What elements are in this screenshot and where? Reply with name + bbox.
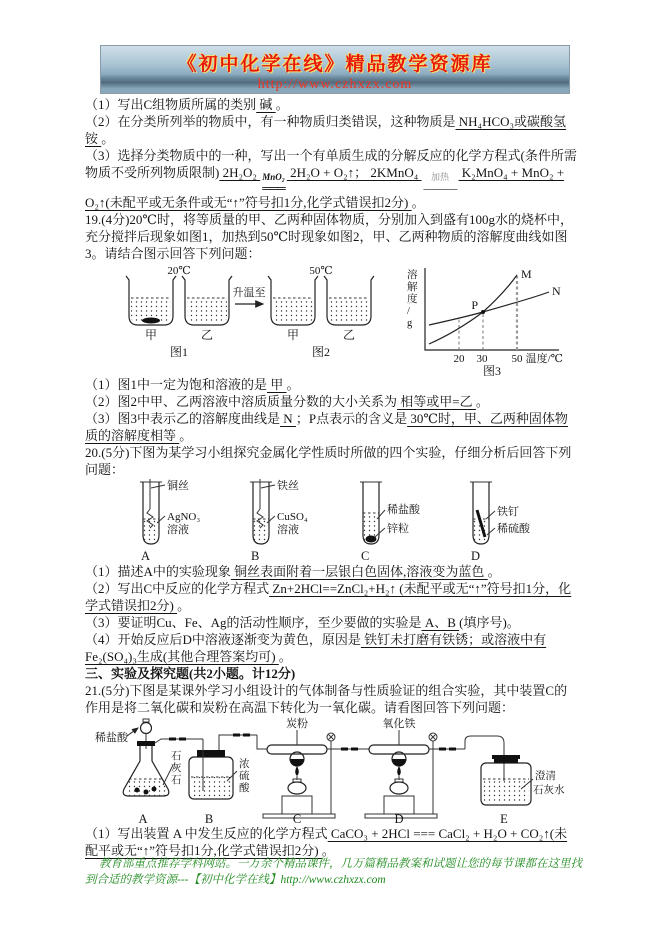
text-run: （1）图1中一定为饱和溶液的是: [85, 377, 268, 392]
text-run: 。: [475, 394, 489, 409]
answer-blank: Zn+2HCl==ZnCl₂+H₂↑ (未配平或无“↑”符号扣1分，化学式错误扣2分): [85, 581, 572, 613]
tube-b-wire-label: 铁丝: [277, 480, 299, 492]
q20-sub1: [85, 563, 577, 580]
q18-sub3: [85, 147, 577, 211]
q18-sub1: [85, 96, 577, 113]
combustion-tube-c: [267, 745, 327, 754]
text-run: （3）要证明Cu、Fe、Ag的活动性顺序，至少要做的实验是: [85, 615, 422, 630]
beaker-label: 甲: [144, 328, 158, 342]
text-run: 。: [177, 598, 191, 613]
answer-blank: N: [280, 411, 296, 426]
dilute-hcl-label: 稀盐酸: [95, 732, 128, 744]
combustion-tube-d: [369, 745, 429, 754]
section3-heading: [85, 665, 577, 682]
alcohol-lamp: [390, 782, 408, 794]
reaction-condition: 加热 ———: [423, 172, 457, 195]
footer-text: 教育部重点推荐学科网站。一万余个精品课件，几万篇精品教案和试题让您的每节课都在这里找到合适的教学资源---【初中化学在线】http://www.czhxzx.com: [85, 858, 582, 886]
beaker-experiment-figure: [105, 264, 385, 364]
undissolved-solid: [142, 318, 160, 324]
text-run: 。: [275, 97, 289, 112]
text-run: （3）图3中表示乙的溶解度曲线是: [85, 411, 281, 426]
figure-19-row: [105, 264, 577, 376]
answer-blank: 铁钉未打磨有铁锈；或溶液中有Fe₂(SO₄)₃生成(其他合理答案均可): [85, 632, 547, 664]
beaker-label: 乙: [200, 328, 214, 342]
conc-h2so4-label: 浓硫酸: [239, 759, 250, 794]
test-tube-experiments-figure: [113, 479, 553, 563]
figure-21-row: [93, 717, 577, 825]
text-run: 19.(4分)20℃时，将等质量的甲、乙两种固体物质，分别加入到盛有100g水的烧杯中，充分搅拌后现象如图1，加热到50℃时现象如图2，甲、乙两种物质的溶解度曲线如图3。请结合图示回答下列问题：: [85, 212, 573, 261]
answer-blank: 碱: [256, 97, 276, 112]
fig2-caption: 图2: [311, 345, 331, 359]
curve-N-label: N: [552, 284, 561, 298]
tube-b-letter: B: [251, 549, 260, 563]
apparatus-letter-b: B: [204, 812, 214, 825]
answer-blank: 2H₂O₂: [219, 165, 261, 180]
text-run: 。: [101, 131, 115, 146]
text-run: 20.(5分)下图为某学习小组探究金属化学性质时所做的四个实验，仔细分析后回答下列问题：: [85, 445, 572, 477]
tube-d-acid-label: 稀硫酸: [497, 523, 530, 535]
fig1-caption: 图1: [169, 345, 189, 359]
iron-oxide-label: 氧化铁: [382, 718, 416, 730]
answer-blank: K₂MnO₄ + MnO₂ + O₂↑(未配平或无条件或无“↑”符号扣1分,化学式错误扣2分): [85, 165, 565, 210]
tube-d-nail-label: 铁钉: [497, 506, 519, 518]
text-run: （3）选择分类物质中的一种，写出一个有单质生成的分解反应的化学方程式(条件所需物质不受所列物质限制): [85, 148, 577, 180]
tube-b-solution-label2: 溶液: [277, 524, 299, 536]
tube-c-acid-label: 稀盐酸: [387, 504, 420, 516]
fig3-caption: 图3: [482, 364, 502, 376]
q19-sub1: [85, 376, 577, 393]
answer-blank: A、B: [421, 615, 460, 630]
flask-stopper: [137, 741, 155, 746]
footer-note: [85, 856, 590, 888]
limewater-label-1: 澄清: [535, 771, 556, 782]
tube-d-letter: D: [471, 549, 481, 563]
q21-stem: [85, 682, 577, 716]
text-run: （1）描述A中的实验现象: [85, 564, 231, 579]
apparatus-letter-a: A: [138, 812, 148, 825]
apparatus-letter-c: C: [292, 812, 302, 825]
answer-blank: 铜丝表面附着一层银白色固体,溶液变为蓝色: [230, 564, 488, 579]
text-run: 。: [286, 377, 300, 392]
q20-sub4: [85, 631, 577, 665]
gas-preparation-apparatus-figure: [93, 717, 568, 825]
document-content: [85, 96, 577, 859]
text-run: （4）开始反应后D中溶液逐渐变为黄色，原因是: [85, 632, 361, 647]
x-tick: 30: [476, 353, 488, 365]
curve-M-label: M: [521, 267, 532, 281]
arrow-label: 升温至: [232, 287, 266, 299]
lamp-flame: [295, 766, 299, 776]
tube-a-solution-label2: 溶液: [167, 524, 189, 536]
x-tick: 20: [453, 353, 465, 365]
tube-a-solution-label: AgNO₃: [167, 511, 201, 523]
text-run: 。: [278, 649, 292, 664]
limestone-label: 石灰石: [171, 751, 182, 786]
q20-sub3: [85, 614, 577, 631]
carbon-powder-label: 炭粉: [286, 718, 308, 730]
q19-sub3: [85, 410, 577, 444]
solubility-curve-chart: [395, 264, 575, 376]
text-run: 。: [487, 564, 501, 579]
point-P: [481, 310, 485, 314]
answer-blank: 2H₂O + O₂↑； 2KMnO₄: [286, 165, 422, 180]
text-run: （1）写出装置 A 中发生反应的化学方程式: [85, 826, 328, 841]
banner-url-link[interactable]: http://www.czhxzx.com: [257, 77, 413, 92]
x-tick: 50: [511, 353, 523, 365]
answer-blank: 甲: [267, 377, 287, 392]
dropping-funnel: [141, 723, 152, 734]
alcohol-lamp: [288, 782, 306, 794]
text-run: (填序号)。: [459, 615, 520, 630]
q20-stem: [85, 444, 577, 478]
q19-stem: [85, 211, 577, 262]
tube-a-wire-label: 铜丝: [167, 480, 189, 492]
site-banner: [100, 45, 570, 94]
tube-b-solution-label: CuSO₄: [277, 511, 308, 523]
text-run: （2）写出C中反应的化学方程式: [85, 581, 270, 596]
figure-20-row: [113, 479, 577, 563]
tube-c-letter: C: [361, 549, 370, 563]
answer-blank: 30℃时，甲、乙两种固体物质的溶解度相等: [85, 411, 568, 443]
iron-oxide-sample: [392, 759, 406, 766]
text-run: 三、实验及探究题(共2小题。计12分): [85, 666, 296, 681]
answer-blank: 相等或甲=乙: [397, 394, 476, 409]
beaker-label: 乙: [342, 328, 356, 342]
text-run: 。: [321, 843, 335, 858]
text-run: （1）写出C组物质所属的类别: [85, 97, 257, 112]
apparatus-letter-e: E: [500, 812, 508, 825]
y-axis-label: 溶解度/ g: [407, 270, 418, 329]
text-run: ；P点表示的含义是: [295, 411, 408, 426]
limewater-label-2: 石灰水: [533, 785, 565, 796]
lamp-flame: [397, 766, 401, 776]
text-run: 21.(5分)下图是某课外学习小组设计的气体制备与性质验证的组合实验，其中装置C的作用是将二氧化碳和炭粉在高温下转化为一氧化碳。请看图回答下列问题：: [85, 683, 568, 715]
tube-c-zinc-label: 锌粒: [387, 523, 409, 535]
carbon-powder-sample: [290, 759, 304, 766]
apparatus-letter-d: D: [394, 812, 404, 825]
bottle-stopper: [197, 750, 225, 757]
text-run: 。: [411, 195, 425, 210]
q19-sub2: [85, 393, 577, 410]
tube-a-letter: A: [141, 549, 151, 563]
text-run: （2）在分类所列举的物质中，有一种物质归类错误，这种物质是: [85, 114, 456, 129]
x-axis-label: 温度/℃: [525, 353, 563, 365]
point-P-label: P: [471, 298, 478, 312]
q20-sub2: [85, 580, 577, 614]
fig1-temp-label: 20℃: [167, 265, 191, 277]
answer-blank: CaCO₃ + 2HCl === CaCl₂ + H₂O + CO₂↑(未配平或无“↑”符号扣1分,化学式错误扣2分): [85, 826, 568, 858]
beaker-label: 甲: [286, 328, 300, 342]
banner-title: 《初中化学在线》精品教学资源库: [177, 54, 493, 75]
fig2-temp-label: 50℃: [309, 265, 333, 277]
text-run: （2）图2中甲、乙两溶液中溶质质量分数的大小关系为: [85, 394, 398, 409]
curve-N: [429, 292, 549, 325]
q21-sub1: [85, 825, 577, 859]
reaction-condition: MnO₂ ═══: [262, 172, 285, 195]
text-run: 。: [179, 428, 193, 443]
q18-sub2: [85, 113, 577, 147]
answer-blank: NH₄HCO₃或碳酸氢铵: [85, 114, 567, 146]
